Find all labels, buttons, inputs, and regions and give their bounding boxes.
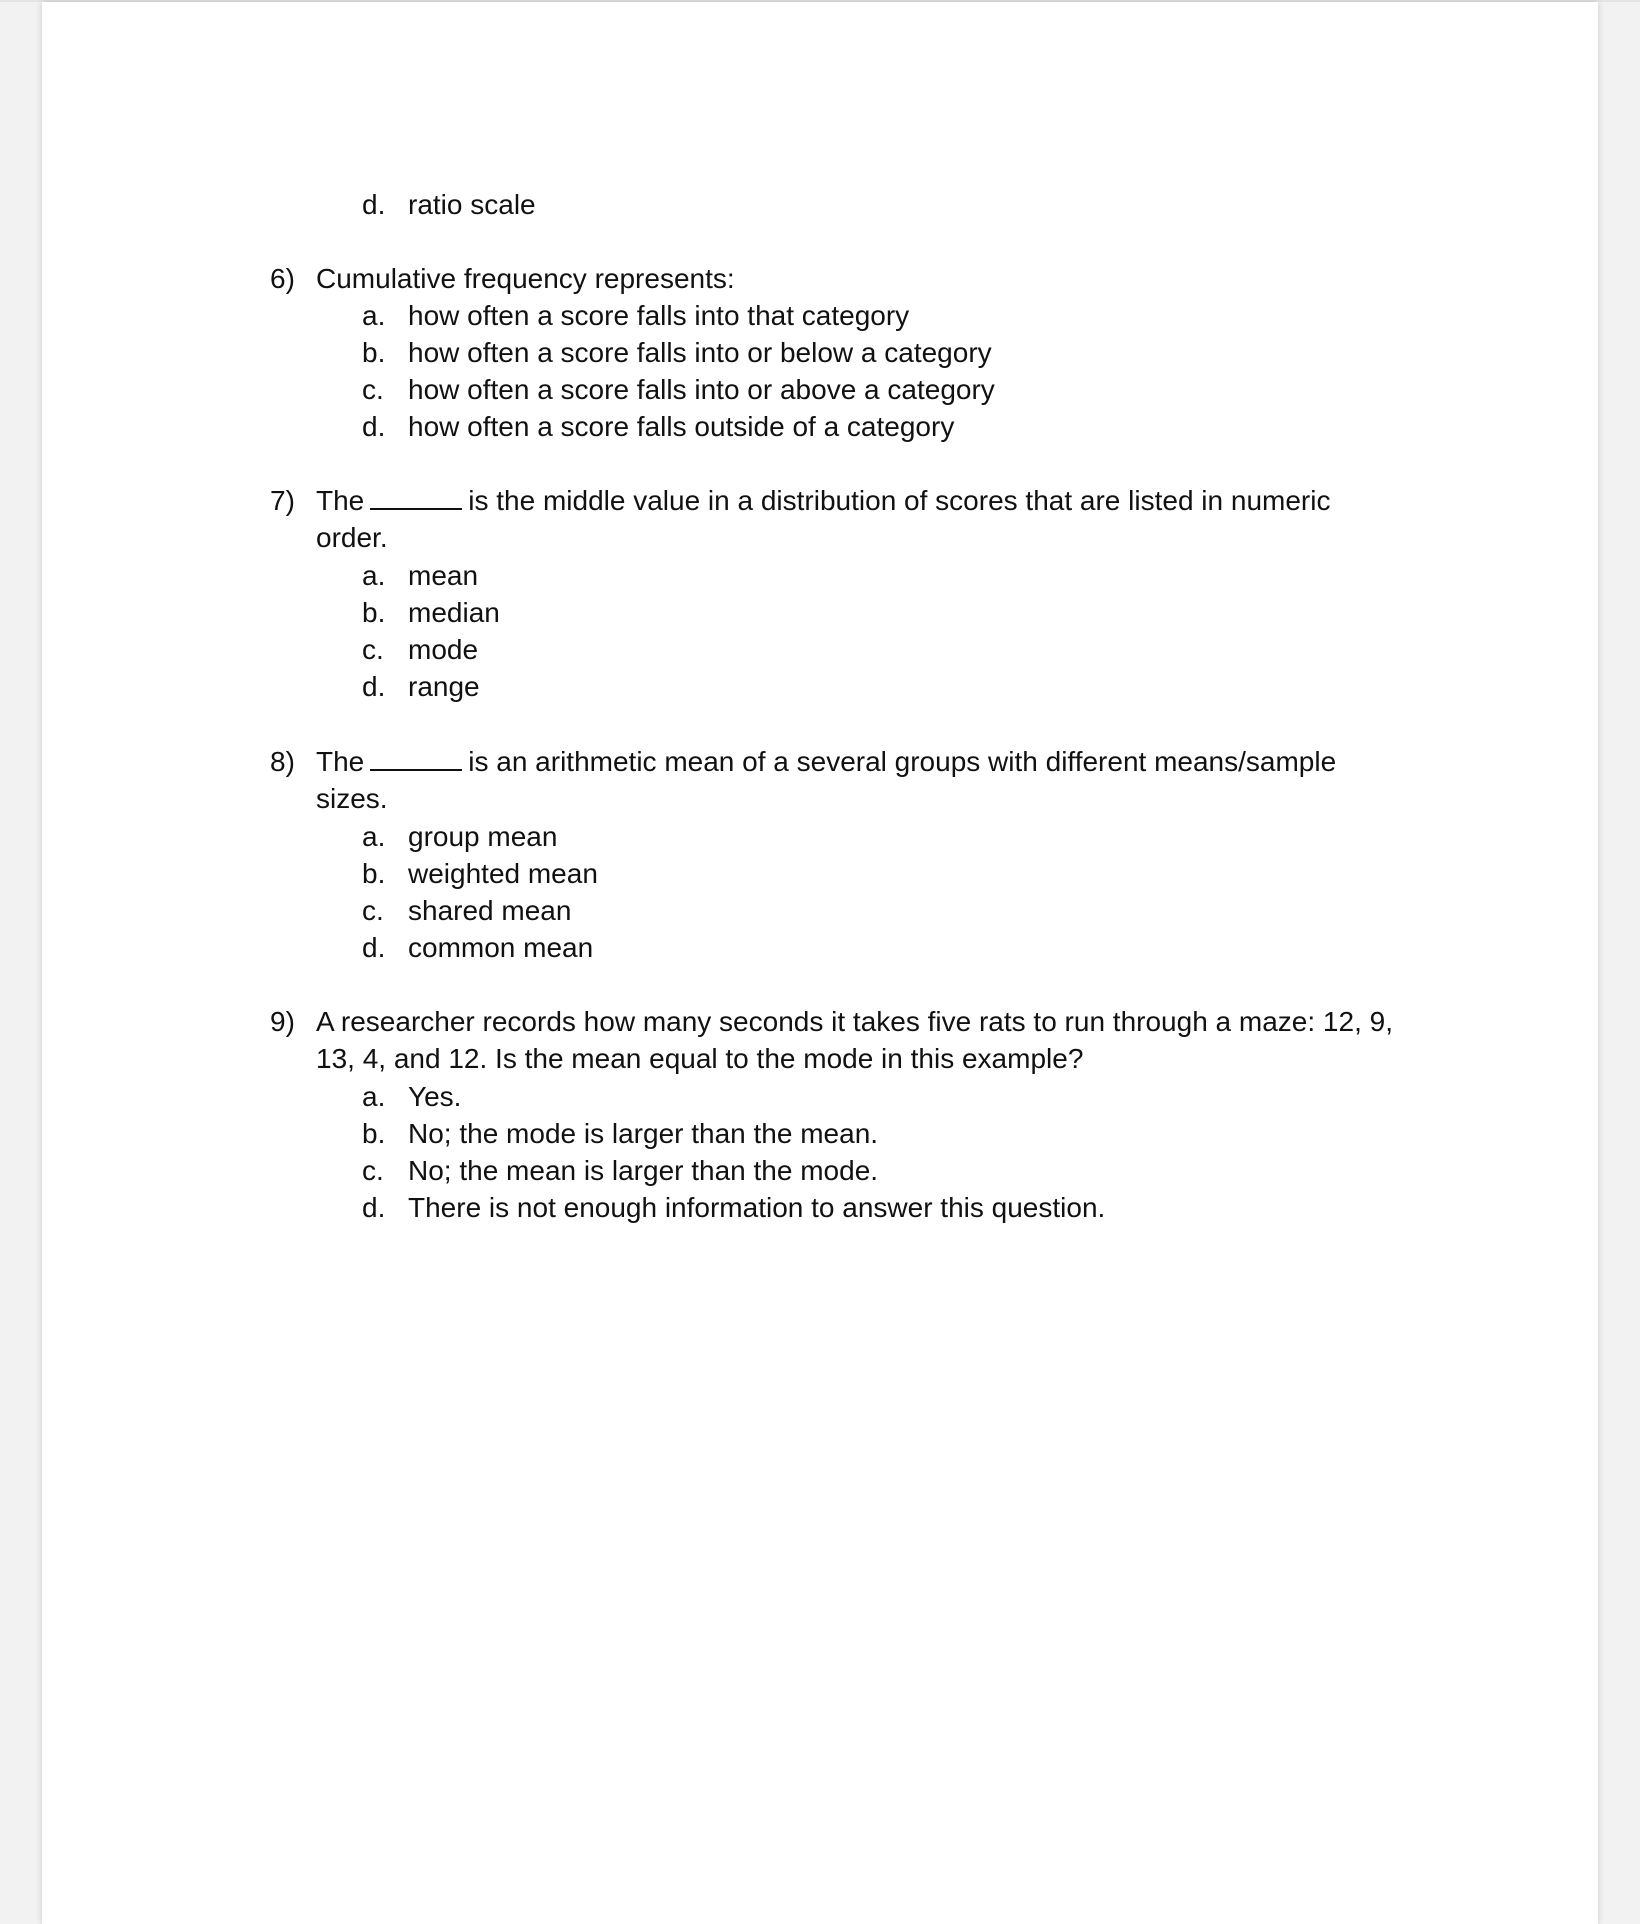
option-text: how often a score falls into or above a category (408, 374, 995, 405)
option-letter: d. (362, 932, 386, 963)
option-text: how often a score falls into or below a category (408, 337, 992, 368)
option-text: mode (408, 634, 479, 665)
option-letter: b. (362, 858, 386, 889)
option-letter: c. (362, 634, 384, 665)
option-letter: a. (362, 821, 386, 852)
option-letter: b. (362, 1118, 386, 1149)
question-number: 6) (270, 263, 295, 294)
option-text: No; the mean is larger than the mode. (408, 1155, 879, 1186)
question-number: 7) (270, 485, 295, 516)
option-text: group mean (408, 821, 558, 852)
option-text: There is not enough information to answer this question. (408, 1192, 1106, 1223)
question-number: 9) (270, 1006, 295, 1037)
document-page[interactable] (42, 2, 1598, 1924)
option-letter: d. (362, 189, 386, 220)
option-text: weighted mean (408, 858, 598, 889)
option-letter: a. (362, 560, 386, 591)
question-stem-line-1: A researcher records how many seconds it takes five rats to run through a maze: 12, 9, (316, 1006, 1393, 1037)
fill-in-blank (370, 743, 462, 771)
question-stem-line-2: 13, 4, and 12. Is the mean equal to the mode in this example? (316, 1043, 1084, 1074)
question-stem: Cumulative frequency represents: (316, 263, 735, 294)
option-letter: c. (362, 1155, 384, 1186)
stem-lead-text: The (316, 485, 365, 516)
option-text: how often a score falls into that category (408, 300, 910, 331)
option-text: common mean (408, 932, 594, 963)
option-letter: b. (362, 597, 386, 628)
option-letter: b. (362, 337, 386, 368)
stem-trailing-text: is an arithmetic mean of a several groups with different means/sample (468, 746, 1337, 777)
option-text: how often a score falls outside of a category (408, 411, 955, 442)
stem-trailing-text: is the middle value in a distribution of scores that are listed in numeric (468, 485, 1331, 516)
option-text: median (408, 597, 500, 628)
option-text: No; the mode is larger than the mean. (408, 1118, 879, 1149)
option-text: shared mean (408, 895, 572, 926)
option-letter: d. (362, 411, 386, 442)
fill-in-blank (370, 482, 462, 510)
question-stem-line-2: sizes. (316, 783, 388, 814)
option-letter: a. (362, 300, 386, 331)
option-text: mean (408, 560, 479, 591)
question-number: 8) (270, 746, 295, 777)
option-text: range (408, 671, 480, 702)
option-text: ratio scale (408, 189, 536, 220)
option-letter: a. (362, 1081, 386, 1112)
question-stem-line-1 (316, 743, 1446, 780)
option-letter: c. (362, 374, 384, 405)
option-letter: d. (362, 671, 386, 702)
question-stem-line-2: order. (316, 522, 388, 553)
option-text: Yes. (408, 1081, 462, 1112)
stem-lead-text: The (316, 746, 365, 777)
option-letter: c. (362, 895, 384, 926)
option-letter: d. (362, 1192, 386, 1223)
question-stem-line-1 (316, 482, 1446, 519)
